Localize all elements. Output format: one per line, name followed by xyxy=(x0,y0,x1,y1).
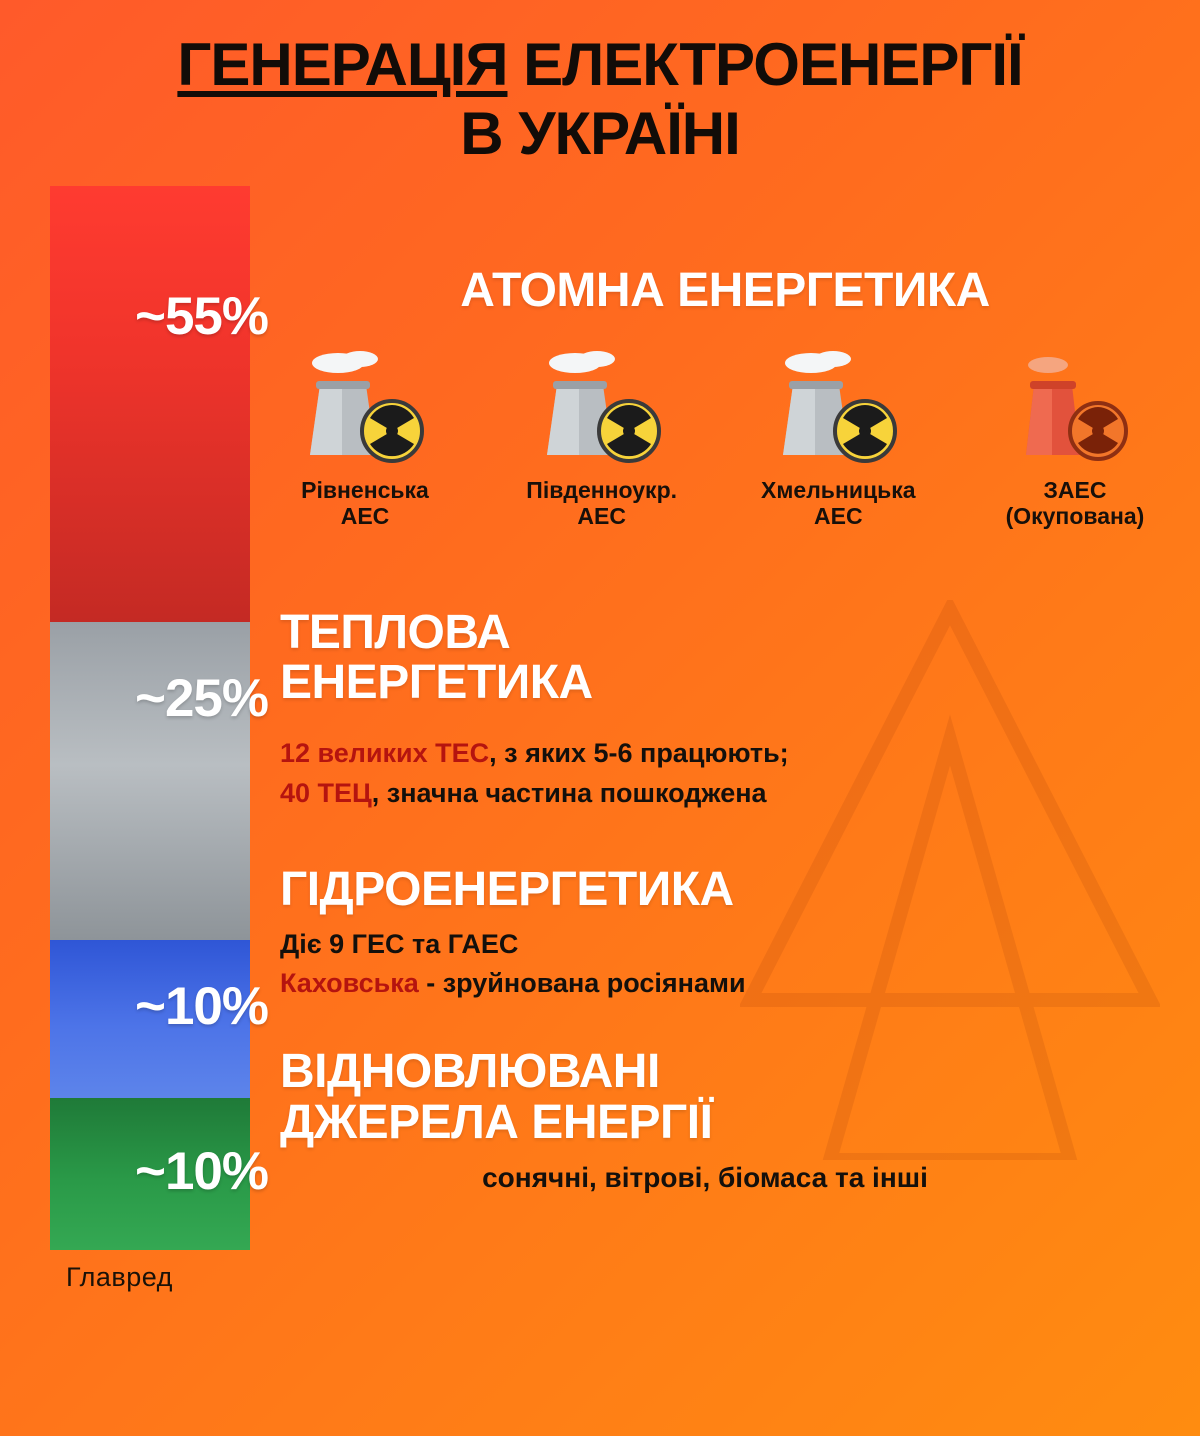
plant-label: ЗАЕС (Окупована) xyxy=(1005,476,1145,530)
percent-label-hydro: ~10% xyxy=(135,977,269,1037)
section-nuclear-headline: АТОМНА ЕНЕРГЕТИКА xyxy=(460,264,990,318)
renewables-headline-line2: ДЖЕРЕЛА ЕНЕРГІЇ xyxy=(280,1095,713,1149)
nuclear-plant-occupied-icon xyxy=(990,347,1160,467)
percent-label-renewables: ~10% xyxy=(135,1142,269,1202)
hydro-note-rest: - зруйнована росіянами xyxy=(418,968,746,999)
hydro-note-highlight: Каховська xyxy=(280,968,419,999)
bar-segment-nuclear xyxy=(50,186,250,622)
section-hydro-note xyxy=(280,925,1170,1003)
source-credit: Главред xyxy=(66,1262,173,1293)
sections-column xyxy=(250,186,1200,1194)
list-item xyxy=(990,347,1160,530)
section-renewables xyxy=(280,1003,1170,1194)
nuclear-plant-icon xyxy=(517,347,687,467)
stacked-bar-column xyxy=(0,186,269,1293)
list-item xyxy=(753,347,923,530)
title-line1-underlined: ГЕНЕРАЦІЯ xyxy=(177,31,508,98)
hydro-note-line1: Діє 9 ГЕС та ГАЕС xyxy=(280,929,519,960)
nuclear-plant-icon xyxy=(280,347,450,467)
section-nuclear xyxy=(280,186,1170,529)
title-line2: В УКРАЇНІ xyxy=(460,100,740,168)
section-hydro xyxy=(280,813,1170,1004)
section-renewables-headline xyxy=(280,1047,1170,1148)
percent-label-thermal: ~25% xyxy=(135,669,269,729)
section-thermal-headline xyxy=(280,605,1170,710)
thermal-note-rest-2: , значна частина пошкоджена xyxy=(371,777,767,808)
nuclear-plant-icon xyxy=(753,347,923,467)
section-thermal-note xyxy=(280,734,1170,812)
thermal-note-rest-1: , з яких 5-6 працюють; xyxy=(489,738,789,769)
section-hydro-headline: ГІДРОЕНЕРГЕТИКА xyxy=(280,862,734,916)
infographic-body xyxy=(0,186,1200,1293)
title-line1-rest: ЕЛЕКТРОЕНЕРГІЇ xyxy=(507,31,1023,98)
list-item xyxy=(280,347,450,530)
percent-label-nuclear: ~55% xyxy=(135,287,269,347)
stacked-bar xyxy=(50,186,269,1250)
plant-label: Південноукр. АЕС xyxy=(526,476,678,530)
thermal-note-highlight-1: 12 великих ТЕС xyxy=(280,738,490,769)
plant-label: Хмельницька АЕС xyxy=(761,476,916,530)
plant-label: Рівненська АЕС xyxy=(301,476,429,530)
thermal-headline-line2: ЕНЕРГЕТИКА xyxy=(280,656,593,710)
section-thermal xyxy=(280,530,1170,813)
thermal-note-highlight-2: 40 ТЕЦ xyxy=(280,777,372,808)
renewables-headline-line1: ВІДНОВЛЮВАНІ xyxy=(280,1045,660,1099)
thermal-headline-line1: ТЕПЛОВА xyxy=(280,605,511,659)
page-title xyxy=(0,0,1200,168)
nuclear-plants-list xyxy=(280,347,1170,530)
list-item xyxy=(517,347,687,530)
section-renewables-note: сонячні, вітрові, біомаса та інші xyxy=(482,1162,928,1194)
